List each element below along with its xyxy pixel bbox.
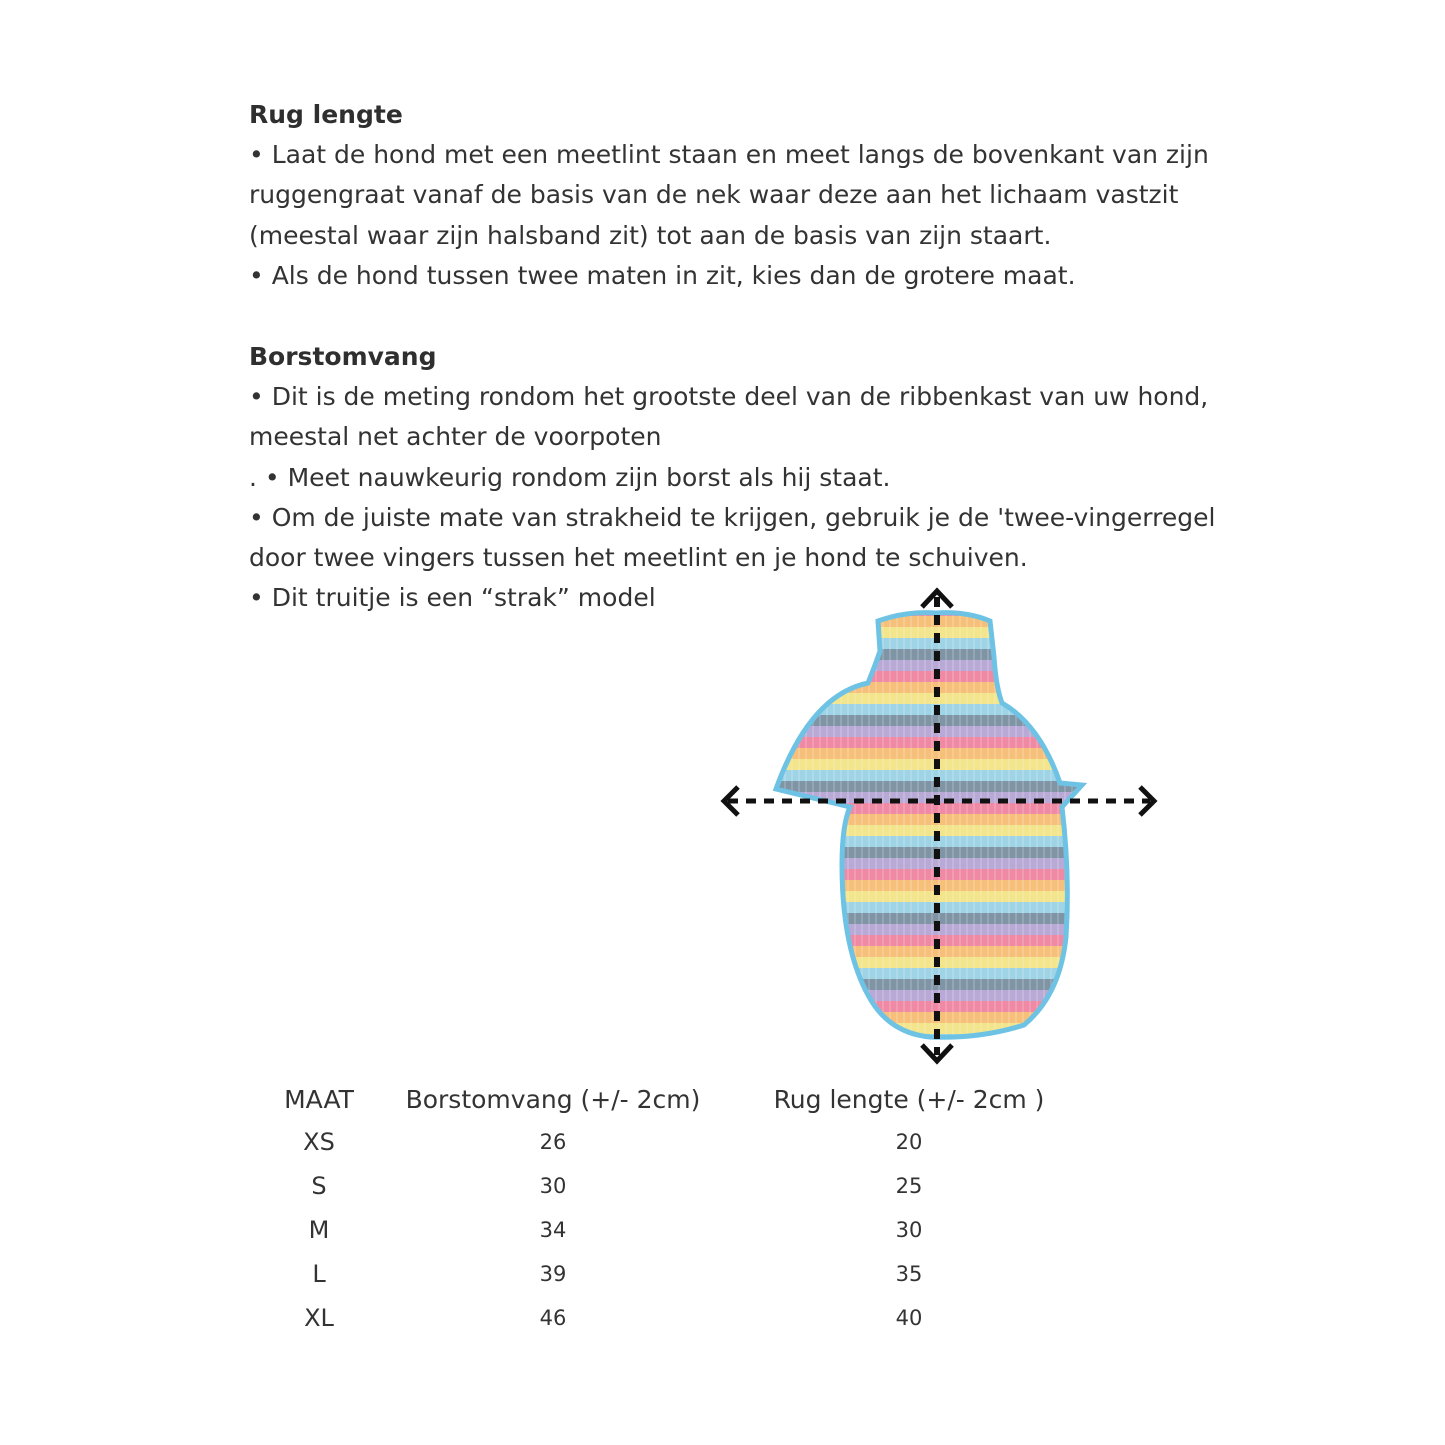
sweater-stripe bbox=[760, 968, 1100, 980]
sweater-stripe bbox=[760, 682, 1100, 694]
sweater-stripe bbox=[760, 935, 1100, 947]
borstomvang-line: • Om de juiste mate van strakheid te krijgen, gebruik je de 'twee-vingerregel bbox=[249, 502, 1216, 532]
sweater-stripe bbox=[760, 1001, 1100, 1013]
table-row bbox=[255, 1296, 1095, 1340]
borstomvang-line: meestal net achter de voorpoten bbox=[249, 422, 662, 452]
sweater-stripe bbox=[760, 737, 1100, 749]
sweater-stripe bbox=[760, 913, 1100, 925]
sweater-stripe bbox=[760, 891, 1100, 903]
sweater-stripe bbox=[760, 946, 1100, 958]
sweater-stripe bbox=[760, 847, 1100, 859]
rug-lengte-cell: 40 bbox=[895, 1306, 923, 1330]
rug-lengte-cell: 20 bbox=[895, 1130, 923, 1154]
borstomvang-line: . • Meet nauwkeurig rondom zijn borst als hij staat. bbox=[249, 462, 891, 492]
rug-lengte-line: ruggengraat vanaf de basis van de nek waar deze aan het lichaam vastzit bbox=[249, 180, 1179, 210]
table-row bbox=[255, 1164, 1095, 1208]
sweater-stripe bbox=[760, 957, 1100, 969]
borstomvang-cell: 34 bbox=[539, 1218, 567, 1242]
sweater-stripe bbox=[760, 726, 1100, 738]
rug-lengte-section bbox=[249, 95, 1229, 296]
sweater-stripe bbox=[760, 869, 1100, 881]
borstomvang-cell: 39 bbox=[539, 1262, 567, 1286]
rug-lengte-heading: Rug lengte bbox=[249, 100, 403, 129]
sweater-stripe bbox=[760, 979, 1100, 991]
sweater-stripe bbox=[760, 803, 1100, 815]
borstomvang-cell: 46 bbox=[539, 1306, 567, 1330]
rug-lengte-line: (meestal waar zijn halsband zit) tot aan de basis van zijn staart. bbox=[249, 220, 1052, 250]
size-cell: XL bbox=[304, 1304, 334, 1332]
sweater-stripe bbox=[760, 638, 1100, 650]
sweater-stripe bbox=[760, 660, 1100, 672]
sweater-stripe bbox=[760, 825, 1100, 837]
rug-lengte-cell: 25 bbox=[895, 1174, 923, 1198]
table-row bbox=[255, 1252, 1095, 1296]
rug-lengte-header: Rug lengte (+/- 2cm ) bbox=[773, 1084, 1045, 1114]
sweater-stripe bbox=[760, 693, 1100, 705]
rug-lengte-line: • Laat de hond met een meetlint staan en meet langs de bovenkant van zijn bbox=[249, 140, 1209, 169]
size-cell: M bbox=[308, 1216, 330, 1244]
sweater-stripes bbox=[760, 605, 1100, 1057]
table-row bbox=[255, 1120, 1095, 1164]
borstomvang-cell: 30 bbox=[539, 1174, 567, 1198]
sweater-stripe bbox=[760, 902, 1100, 914]
sweater-stripe bbox=[760, 836, 1100, 848]
sweater-stripe bbox=[760, 770, 1100, 782]
sweater-stripe bbox=[760, 671, 1100, 683]
size-table bbox=[255, 1078, 1095, 1340]
rug-lengte-line: • Als de hond tussen twee maten in zit, kies dan de grotere maat. bbox=[249, 260, 1076, 290]
size-header: MAAT bbox=[284, 1084, 354, 1114]
sweater-measurement-illustration bbox=[700, 575, 1180, 1075]
sweater-stripe bbox=[760, 649, 1100, 661]
sweater-stripe bbox=[760, 781, 1100, 793]
borstomvang-line: • Dit truitje is een “strak” model bbox=[249, 583, 656, 613]
sweater-stripe bbox=[760, 924, 1100, 936]
borstomvang-cell: 26 bbox=[539, 1130, 567, 1154]
sweater-stripe bbox=[760, 616, 1100, 628]
size-table-header-row bbox=[255, 1078, 1095, 1120]
borstomvang-line: door twee vingers tussen het meetlint en je hond te schuiven. bbox=[249, 543, 1028, 573]
borstomvang-line: • Dit is de meting rondom het grootste deel van de ribbenkast van uw hond, bbox=[249, 382, 1209, 411]
size-cell: L bbox=[312, 1260, 326, 1288]
sweater-stripe bbox=[760, 704, 1100, 716]
sweater-stripe bbox=[760, 858, 1100, 870]
sweater-stripe bbox=[760, 627, 1100, 639]
size-cell: XS bbox=[303, 1128, 335, 1156]
sweater-stripe bbox=[760, 1012, 1100, 1024]
borstomvang-heading: Borstomvang bbox=[249, 342, 437, 371]
table-row bbox=[255, 1208, 1095, 1252]
sweater-stripe bbox=[760, 880, 1100, 892]
borstomvang-header: Borstomvang (+/- 2cm) bbox=[405, 1084, 701, 1114]
rug-lengte-cell: 35 bbox=[895, 1262, 923, 1286]
sweater-stripe bbox=[760, 814, 1100, 826]
size-cell: S bbox=[311, 1172, 327, 1200]
sweater-stripe bbox=[760, 1023, 1100, 1035]
rug-lengte-cell: 30 bbox=[895, 1218, 923, 1242]
